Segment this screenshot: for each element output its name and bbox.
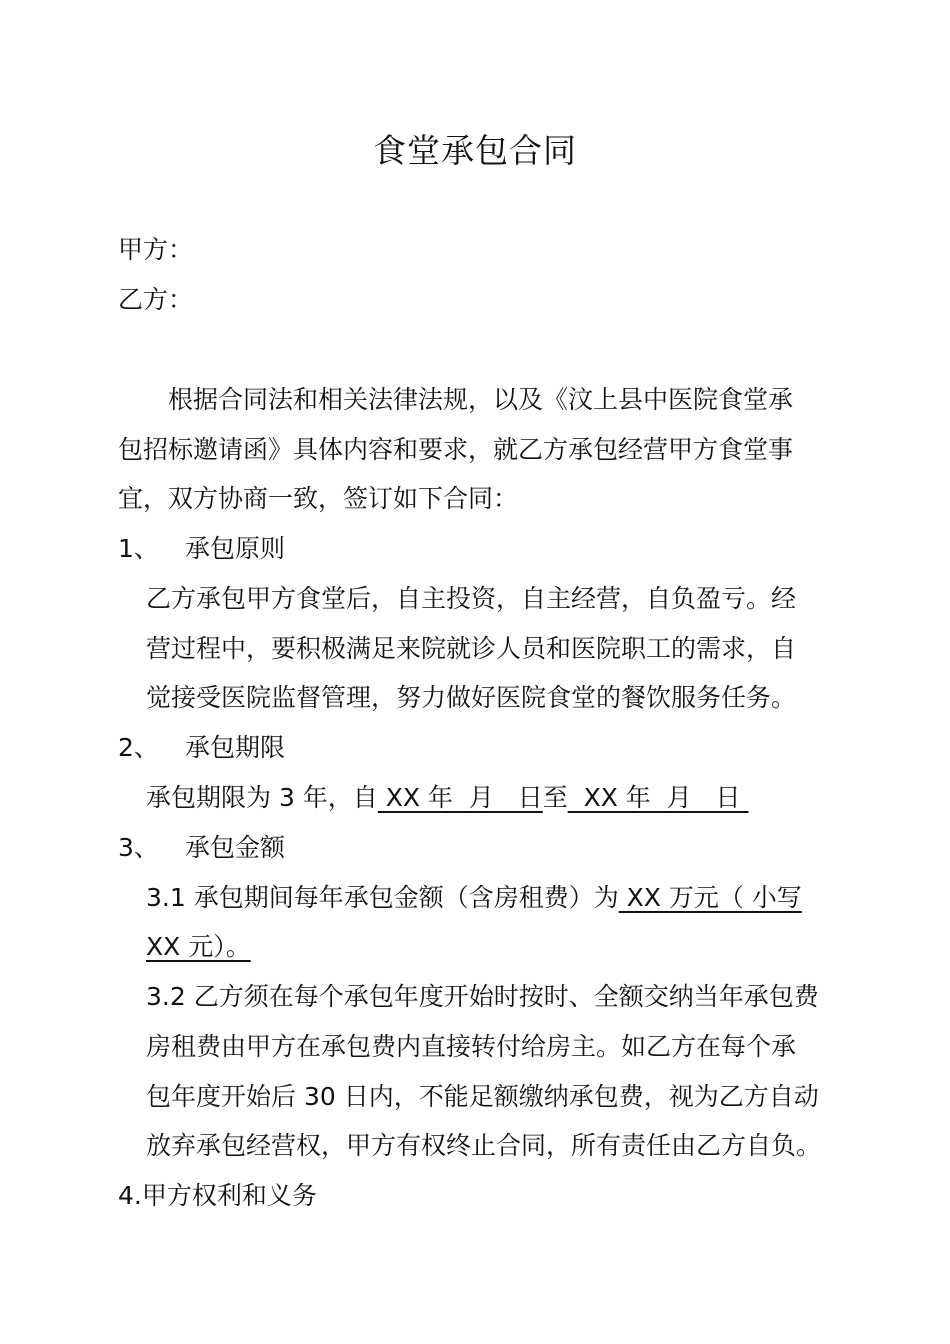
section-2-heading bbox=[118, 730, 285, 766]
section-3-1-line-2 bbox=[146, 929, 251, 965]
section-4-heading: 4.甲方权利和义务 bbox=[118, 1181, 317, 1210]
section-2-term-line bbox=[146, 780, 749, 816]
intro-line-1: 根据合同法和相关法律法规，以及《汶上县中医院食堂承 bbox=[168, 385, 794, 414]
section-3-heading bbox=[118, 830, 285, 866]
section-1-line-1: 乙方承包甲方食堂后，自主投资，自主经营，自负盈亏。经 bbox=[146, 584, 797, 613]
intro-line-2: 包招标邀请函》具体内容和要求，就乙方承包经营甲方食堂事 bbox=[118, 435, 794, 464]
party-b-label: 乙方： bbox=[118, 285, 194, 314]
party-a-label: 甲方： bbox=[118, 235, 194, 264]
amount-value-cont: XX 元）。 bbox=[146, 932, 251, 961]
amount-value: XX 万元（ 小写 bbox=[618, 883, 802, 912]
section-1-line-2: 营过程中，要积极满足来院就诊人员和医院职工的需求，自 bbox=[146, 634, 797, 663]
section-2-title: 承包期限 bbox=[185, 733, 286, 762]
section-1-heading bbox=[118, 531, 285, 567]
section-3-2-line-3: 包年度开始后 30 日内，不能足额缴纳承包费，视为乙方自动 bbox=[146, 1082, 819, 1111]
section-1-title: 承包原则 bbox=[185, 534, 286, 563]
intro-line-3: 宜，双方协商一致，签订如下合同： bbox=[118, 484, 519, 513]
section-3-1-line-1 bbox=[146, 880, 802, 916]
section-3-2-line-1: 3.2 乙方须在每个承包年度开始时按时、全额交纳当年承包费 bbox=[146, 982, 819, 1011]
term-start-date: XX 年 月 日 bbox=[377, 783, 543, 812]
term-text-a: 承包期限为 3 年，自 bbox=[146, 783, 378, 812]
section-2-number: 2、 bbox=[118, 733, 159, 762]
section-3-number: 3、 bbox=[118, 833, 159, 862]
amount-text: 3.1 承包期间每年承包金额（含房租费）为 bbox=[146, 883, 619, 912]
section-3-2-line-4: 放弃承包经营权，甲方有权终止合同，所有责任由乙方自负。 bbox=[146, 1131, 822, 1160]
section-1-number: 1、 bbox=[118, 534, 159, 563]
section-3-2-line-2: 房租费由甲方在承包费内直接转付给房主。如乙方在每个承 bbox=[146, 1032, 797, 1061]
term-text-b: 至 bbox=[542, 783, 568, 812]
term-end-date: XX 年 月 日 bbox=[567, 783, 749, 812]
section-1-line-3: 觉接受医院监督管理，努力做好医院食堂的餐饮服务任务。 bbox=[146, 683, 797, 712]
section-3-title: 承包金额 bbox=[185, 833, 286, 862]
document-title: 食堂承包合同 bbox=[373, 131, 577, 170]
